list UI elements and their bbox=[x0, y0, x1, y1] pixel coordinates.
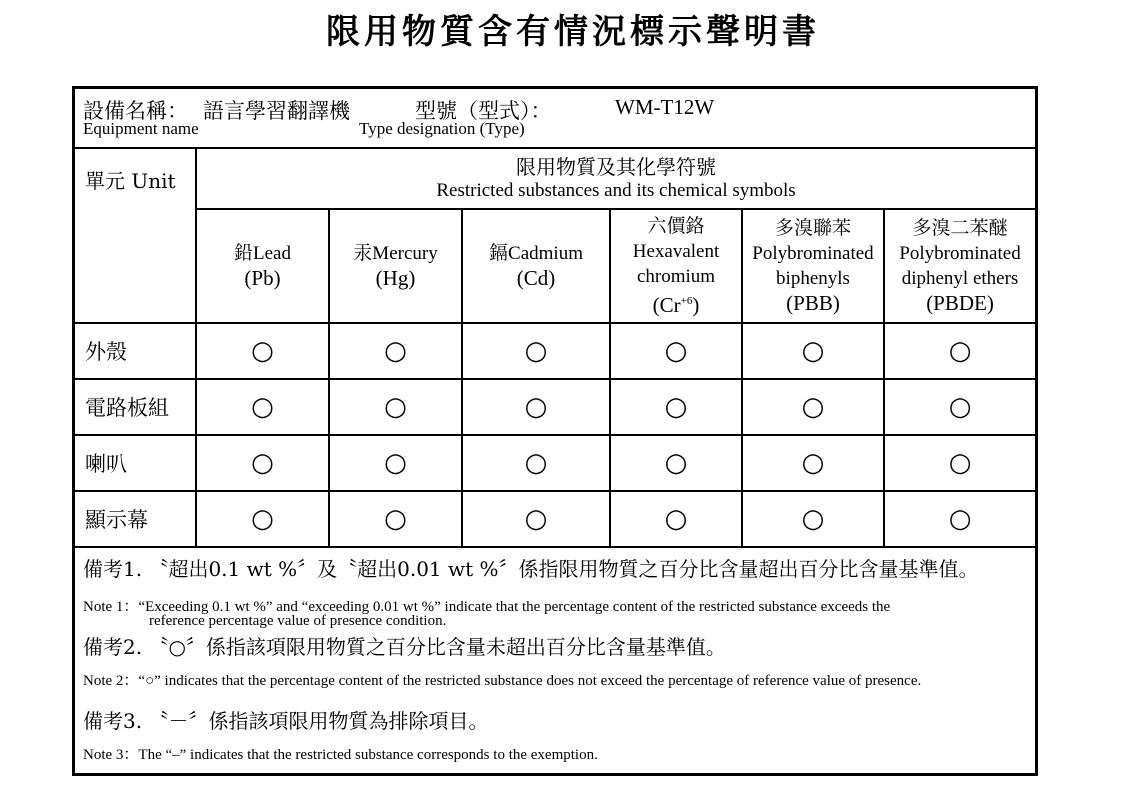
equipment-name-label-en: Equipment name bbox=[83, 119, 199, 138]
circle-mark: ○ bbox=[884, 435, 1035, 491]
column-chromium-en1: Hexavalent bbox=[632, 241, 720, 262]
equipment-name-value: 語言學習翻譯機 bbox=[203, 99, 350, 123]
type-designation-label-en: Type designation (Type) bbox=[359, 119, 525, 138]
note-2-zh: 備考2. 〝○〞係指該項限用物質之百分比含量未超出百分比含量基準值。 bbox=[83, 635, 726, 659]
substances-header-zh: 限用物質及其化學符號 bbox=[516, 154, 717, 179]
substances-header-en: Restricted substances and its chemical symbols bbox=[436, 179, 796, 201]
column-pbde bbox=[884, 209, 1035, 323]
table-row bbox=[75, 491, 1035, 547]
equipment-name-label: 設備名稱： bbox=[83, 99, 188, 123]
equipment-info bbox=[75, 89, 1035, 149]
note-3-en: Note 3：The “–” indicates that the restricted substance corresponds to the exemption. bbox=[83, 747, 598, 763]
column-chromium-symbol bbox=[611, 289, 741, 318]
column-pbb-symbol: (PBB) bbox=[786, 291, 840, 315]
note-1-en-cont: reference percentage value of presence condition. bbox=[149, 613, 447, 629]
column-chromium-en2: chromium bbox=[636, 266, 716, 287]
row-label: 電路板組 bbox=[75, 379, 196, 435]
column-lead-symbol: (Pb) bbox=[244, 266, 281, 290]
column-pbde-en1: Polybrominated bbox=[899, 243, 1021, 264]
table-row bbox=[75, 379, 1035, 435]
model-number: WM-T12W bbox=[615, 95, 715, 119]
note-3-zh: 備考3. 〝－〞係指該項限用物質為排除項目。 bbox=[83, 709, 489, 733]
type-designation-label: 型號（型式）： bbox=[415, 99, 552, 123]
circle-mark: ○ bbox=[329, 323, 462, 379]
note-1-en: Note 1：“Exceeding 0.1 wt %” and “exceeding 0.01 wt %” indicate that the percentage content of the restricted substance exceeds the bbox=[83, 599, 891, 615]
column-pbb-zh: 多溴聯苯 bbox=[774, 217, 851, 239]
circle-mark: ○ bbox=[742, 491, 884, 547]
column-pbb bbox=[742, 209, 884, 323]
circle-mark: ○ bbox=[610, 323, 742, 379]
circle-mark: ○ bbox=[196, 323, 329, 379]
circle-mark: ○ bbox=[462, 435, 610, 491]
column-pbde-zh: 多溴二苯醚 bbox=[912, 217, 1008, 239]
column-mercury-symbol: (Hg) bbox=[375, 266, 416, 290]
column-cadmium-symbol: (Cd) bbox=[516, 266, 556, 290]
unit-header: 單元 Unit bbox=[75, 147, 196, 323]
circle-mark: ○ bbox=[329, 435, 462, 491]
column-mercury-zh: 汞 bbox=[353, 242, 373, 264]
chromium-symbol-end: ) bbox=[692, 293, 700, 317]
circle-mark: ○ bbox=[610, 491, 742, 547]
column-cadmium-en: Cadmium bbox=[508, 243, 583, 264]
column-chromium-zh: 六價鉻 bbox=[647, 215, 705, 237]
column-cadmium-zh: 鎘 bbox=[489, 242, 509, 264]
note-1-zh: 備考1. 〝超出0.1 wt %〞及〝超出0.01 wt %〞係指限用物質之百分比含量超出百分比含量基準值。 bbox=[83, 557, 979, 581]
circle-mark: ○ bbox=[462, 323, 610, 379]
circle-mark: ○ bbox=[742, 323, 884, 379]
circle-mark: ○ bbox=[196, 379, 329, 435]
circle-mark: ○ bbox=[610, 435, 742, 491]
substances-header bbox=[196, 147, 1035, 209]
chromium-symbol-base: (Cr bbox=[652, 293, 681, 317]
column-lead-en: Lead bbox=[253, 243, 291, 264]
column-lead-zh: 鉛 bbox=[234, 242, 254, 264]
note-2-en: Note 2：“○” indicates that the percentage content of the restricted substance does not exceed the percentage of reference value of presence. bbox=[83, 673, 922, 689]
column-mercury-en: Mercury bbox=[372, 243, 438, 264]
row-label: 喇叭 bbox=[75, 435, 196, 491]
circle-mark: ○ bbox=[329, 379, 462, 435]
circle-mark: ○ bbox=[610, 379, 742, 435]
column-hexavalent-chromium bbox=[610, 209, 742, 323]
row-label: 顯示幕 bbox=[75, 491, 196, 547]
circle-mark: ○ bbox=[196, 491, 329, 547]
circle-mark: ○ bbox=[462, 379, 610, 435]
declaration-frame bbox=[72, 86, 1038, 776]
column-mercury bbox=[329, 209, 462, 323]
column-cadmium bbox=[462, 209, 610, 323]
column-pbb-en1: Polybrominated bbox=[752, 243, 874, 264]
table-row bbox=[75, 435, 1035, 491]
chromium-symbol-sup: +6 bbox=[680, 295, 693, 307]
circle-mark: ○ bbox=[884, 323, 1035, 379]
circle-mark: ○ bbox=[196, 435, 329, 491]
table-row bbox=[75, 323, 1035, 379]
circle-mark: ○ bbox=[884, 491, 1035, 547]
row-label: 外殼 bbox=[75, 323, 196, 379]
circle-mark: ○ bbox=[742, 435, 884, 491]
circle-mark: ○ bbox=[742, 379, 884, 435]
column-pbde-en2: diphenyl ethers bbox=[901, 268, 1019, 289]
column-pbde-symbol: (PBDE) bbox=[926, 291, 994, 315]
column-pbb-en2: biphenyls bbox=[776, 268, 850, 289]
column-lead bbox=[196, 209, 329, 323]
circle-mark: ○ bbox=[329, 491, 462, 547]
circle-mark: ○ bbox=[884, 379, 1035, 435]
document-title: 限用物質含有情況標示聲明書 bbox=[326, 12, 820, 52]
circle-mark: ○ bbox=[462, 491, 610, 547]
restricted-substances-table bbox=[75, 147, 1035, 548]
